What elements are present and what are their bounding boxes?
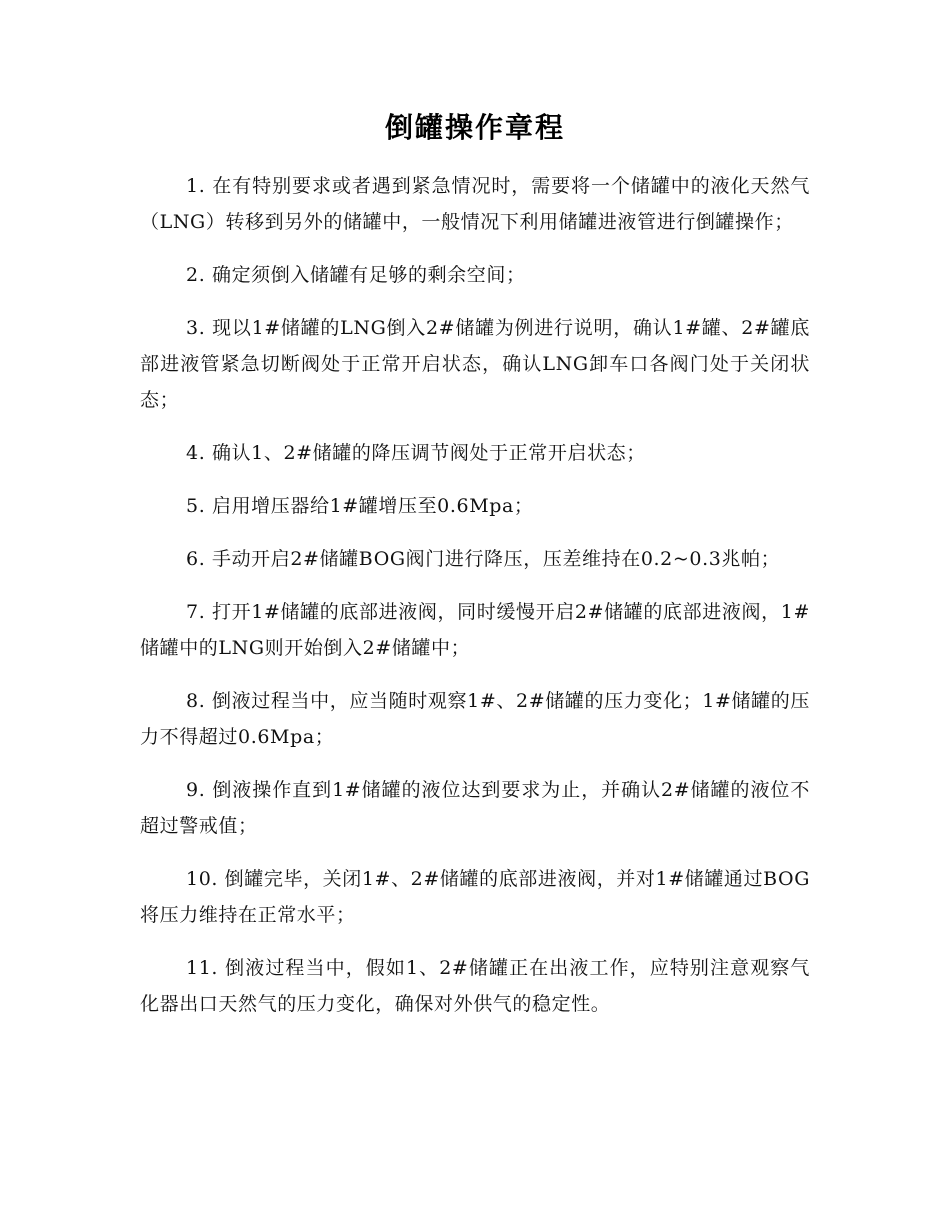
clause-7: 7. 打开1#储罐的底部进液阀，同时缓慢开启2#储罐的底部进液阀，1#储罐中的LNG则开始倒入2#储罐中；	[140, 601, 810, 659]
clause-11: 11. 倒液过程当中，假如1、2#储罐正在出液工作，应特别注意观察气化器出口天然气的压力变化，确保对外供气的稳定性。	[140, 957, 810, 1015]
clause-list	[140, 168, 810, 1022]
clause-1: 1. 在有特别要求或者遇到紧急情况时，需要将一个储罐中的液化天然气（LNG）转移到另外的储罐中，一般情况下利用储罐进液管进行倒罐操作；	[140, 175, 810, 233]
clause-4: 4. 确认1、2#储罐的降压调节阀处于正常开启状态；	[186, 442, 646, 464]
document-title: 倒罐操作章程	[384, 111, 565, 144]
clause-8: 8. 倒液过程当中，应当随时观察1#、2#储罐的压力变化；1#储罐的压力不得超过0.6Mpa；	[140, 690, 810, 748]
clause-2: 2. 确定须倒入储罐有足够的剩余空间；	[186, 264, 526, 286]
clause-3: 3. 现以1#储罐的LNG倒入2#储罐为例进行说明，确认1#罐、2#罐底部进液管紧急切断阀处于正常开启状态，确认LNG卸车口各阀门处于关闭状态；	[140, 317, 810, 411]
clause-5: 5. 启用增压器给1#罐增压至0.6Mpa；	[186, 495, 534, 517]
clause-9: 9. 倒液操作直到1#储罐的液位达到要求为止，并确认2#储罐的液位不超过警戒值；	[140, 779, 810, 837]
clause-10: 10. 倒罐完毕，关闭1#、2#储罐的底部进液阀，并对1#储罐通过BOG将压力维持在正常水平；	[140, 868, 810, 926]
clause-6: 6. 手动开启2#储罐BOG阀门进行降压，压差维持在0.2~0.3兆帕；	[186, 548, 781, 570]
